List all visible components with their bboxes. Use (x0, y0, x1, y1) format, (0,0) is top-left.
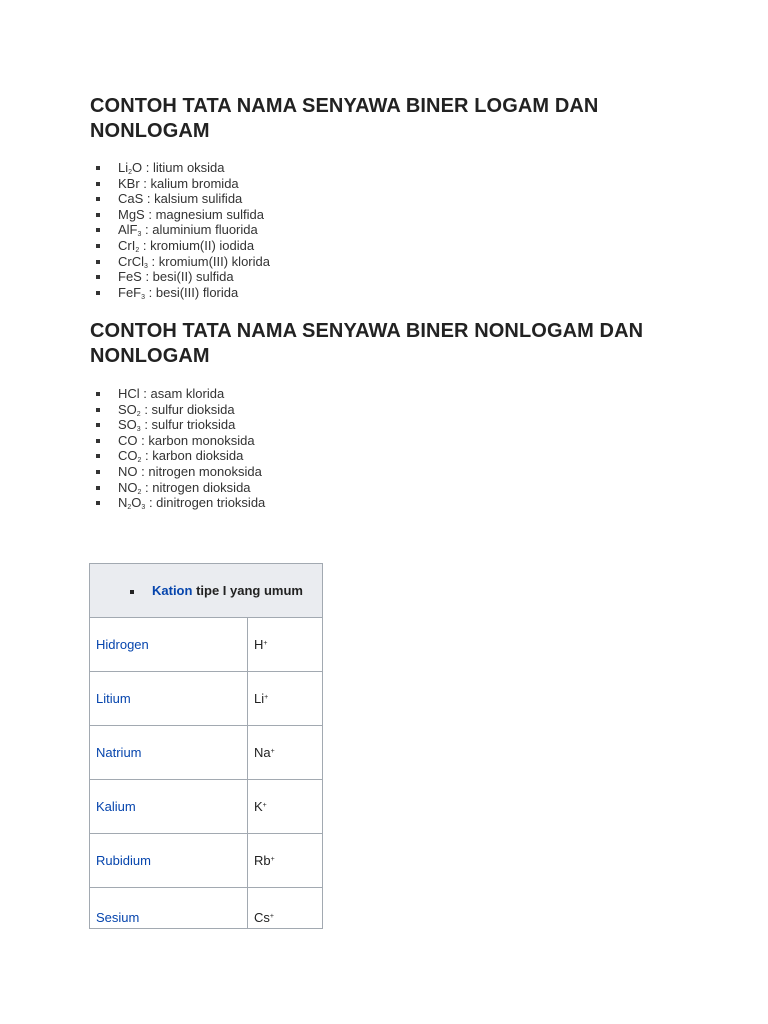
chemical-formula (118, 207, 145, 222)
bullet-icon (96, 197, 100, 201)
formula-subscript: 3 (136, 426, 141, 434)
list-item (90, 191, 270, 207)
chemical-formula (118, 386, 140, 401)
bullet-icon (96, 228, 100, 232)
cation-charge: + (270, 856, 275, 863)
bullet-icon (96, 260, 100, 264)
cation-symbol (248, 780, 323, 834)
compound-list-logam-nonlogam (90, 160, 270, 300)
chemical-formula (118, 254, 148, 269)
table-row (90, 834, 323, 888)
table-header-row (90, 564, 323, 618)
bullet-icon (96, 501, 100, 505)
section-title-logam-nonlogam: CONTOH TATA NAMA SENYAWA BINER LOGAM DAN NONLOGAM (90, 95, 599, 142)
bullet-icon (96, 291, 100, 295)
formula-text: O (131, 495, 142, 511)
chemical-formula (118, 160, 142, 175)
compound-name: : sulfur dioksida (140, 401, 235, 417)
formula-text: MgS (118, 206, 145, 222)
table-row (90, 618, 323, 672)
list-item (90, 448, 265, 464)
bullet-icon (96, 244, 100, 248)
formula-text: O (132, 160, 143, 175)
list-item (90, 285, 270, 301)
formula-text: CO (118, 448, 138, 464)
compound-name: : kromium(III) klorida (147, 253, 270, 269)
formula-text: Li (118, 160, 129, 175)
kation-link[interactable]: Kation (152, 583, 193, 598)
cation-symbol-text: Cs (254, 910, 270, 925)
bullet-icon (96, 182, 100, 186)
cation-table-body (90, 618, 323, 929)
chemical-formula (118, 238, 139, 253)
compound-name: : magnesium sulfida (144, 206, 264, 222)
formula-text: NO (118, 463, 138, 479)
compound-name: : besi(II) sulfida (141, 269, 234, 285)
formula-text: KBr (118, 175, 140, 191)
cation-charge: + (263, 640, 268, 647)
cation-symbol-text: K (254, 799, 263, 814)
formula-subscript: 3 (137, 231, 142, 239)
formula-subscript: 3 (144, 262, 148, 270)
cation-name-link[interactable]: Kalium (90, 780, 248, 834)
bullet-icon (96, 470, 100, 474)
compound-name: : kalium bromida (139, 175, 239, 191)
chemical-formula (118, 495, 145, 510)
cation-symbol-text: Na (254, 745, 271, 760)
cation-symbol-text: H (254, 637, 264, 652)
cation-name-link[interactable]: Natrium (90, 726, 248, 780)
formula-text: HCl (118, 386, 140, 401)
cation-name-link[interactable]: Litium (90, 672, 248, 726)
cation-name-link[interactable]: Hidrogen (90, 618, 248, 672)
formula-text: CrI (118, 237, 136, 253)
table-header-rest: tipe I yang umum (192, 583, 303, 598)
formula-text: NO (118, 479, 138, 495)
chemical-formula (118, 402, 141, 417)
compound-name: : aluminium fluorida (141, 222, 258, 238)
cation-table (89, 563, 323, 929)
formula-subscript: 2 (136, 410, 141, 418)
table-row (90, 780, 323, 834)
compound-name: : nitrogen dioksida (141, 479, 251, 495)
compound-list-nonlogam-nonlogam (90, 386, 265, 511)
list-item (90, 433, 265, 449)
bullet-icon (96, 408, 100, 412)
formula-text: SO (118, 417, 137, 433)
chemical-formula (118, 464, 138, 479)
formula-subscript: 2 (137, 488, 142, 496)
list-item (90, 495, 265, 511)
cation-symbol-text: Li (254, 691, 265, 706)
formula-text: FeS (118, 269, 142, 285)
compound-name: : nitrogen monoksida (137, 463, 262, 479)
list-item (90, 464, 265, 480)
bullet-icon (96, 486, 100, 490)
cation-symbol (248, 672, 323, 726)
cation-symbol (248, 726, 323, 780)
cation-name-link[interactable]: Rubidium (90, 834, 248, 888)
bullet-icon (96, 454, 100, 458)
compound-name: : kromium(II) iodida (139, 237, 255, 253)
list-item (90, 480, 265, 496)
bullet-icon (96, 423, 100, 427)
chemical-formula (118, 176, 140, 191)
bullet-icon (96, 166, 100, 170)
formula-subscript: 3 (141, 293, 146, 301)
cation-charge: + (264, 694, 269, 701)
table-header-cell (90, 564, 323, 618)
chemical-formula (118, 480, 141, 495)
list-item (90, 176, 270, 192)
chemical-formula (118, 191, 143, 206)
bullet-icon (96, 275, 100, 279)
list-item (90, 402, 265, 418)
compound-name: : dinitrogen trioksida (145, 495, 266, 511)
chemical-formula (118, 269, 142, 284)
list-item (90, 269, 270, 285)
compound-name: : kalsium sulifida (143, 191, 243, 207)
cation-symbol (248, 888, 323, 929)
compound-name: : karbon monoksida (137, 432, 255, 448)
list-item (90, 254, 270, 270)
bullet-icon (96, 392, 100, 396)
list-item (90, 160, 270, 176)
cation-symbol (248, 618, 323, 672)
formula-subscript: 2 (128, 169, 133, 176)
chemical-formula (118, 417, 141, 432)
formula-text: FeF (118, 284, 142, 300)
formula-text: CrCl (118, 253, 144, 269)
list-item (90, 207, 270, 223)
cation-charge: + (270, 748, 275, 755)
cation-symbol-text: Rb (254, 853, 271, 868)
table-row (90, 726, 323, 780)
table-row (90, 888, 323, 929)
list-item (90, 386, 265, 402)
table-row (90, 672, 323, 726)
formula-text: AlF (118, 222, 138, 238)
bullet-icon (96, 439, 100, 443)
chemical-formula (118, 433, 138, 448)
formula-subscript: 2 (127, 504, 132, 512)
cation-charge: + (269, 913, 274, 920)
list-item (90, 238, 270, 254)
compound-name: : karbon dioksida (141, 448, 244, 464)
chemical-formula (118, 222, 141, 237)
compound-name: : besi(III) florida (145, 284, 239, 300)
bullet-icon (96, 213, 100, 217)
chemical-formula (118, 285, 145, 300)
list-item (90, 222, 270, 238)
formula-subscript: 3 (141, 504, 146, 512)
cation-charge: + (262, 802, 267, 809)
list-item (90, 417, 265, 433)
chemical-formula (118, 448, 141, 463)
formula-subscript: 2 (137, 457, 142, 465)
formula-subscript: 2 (135, 246, 140, 254)
formula-text: CaS (118, 191, 144, 207)
table-header-text (130, 583, 303, 598)
compound-name: : sulfur trioksida (140, 417, 236, 433)
cation-name-link[interactable]: Sesium (90, 888, 248, 929)
compound-name: : asam klorida (139, 386, 225, 401)
formula-text: CO (118, 432, 138, 448)
bullet-icon (130, 590, 134, 594)
section-title-nonlogam-nonlogam: CONTOH TATA NAMA SENYAWA BINER NONLOGAM DAN NONLOGAM (90, 320, 644, 367)
cation-symbol (248, 834, 323, 888)
formula-text: N (118, 495, 128, 511)
compound-name: : litium oksida (142, 160, 225, 175)
formula-text: SO (118, 401, 137, 417)
